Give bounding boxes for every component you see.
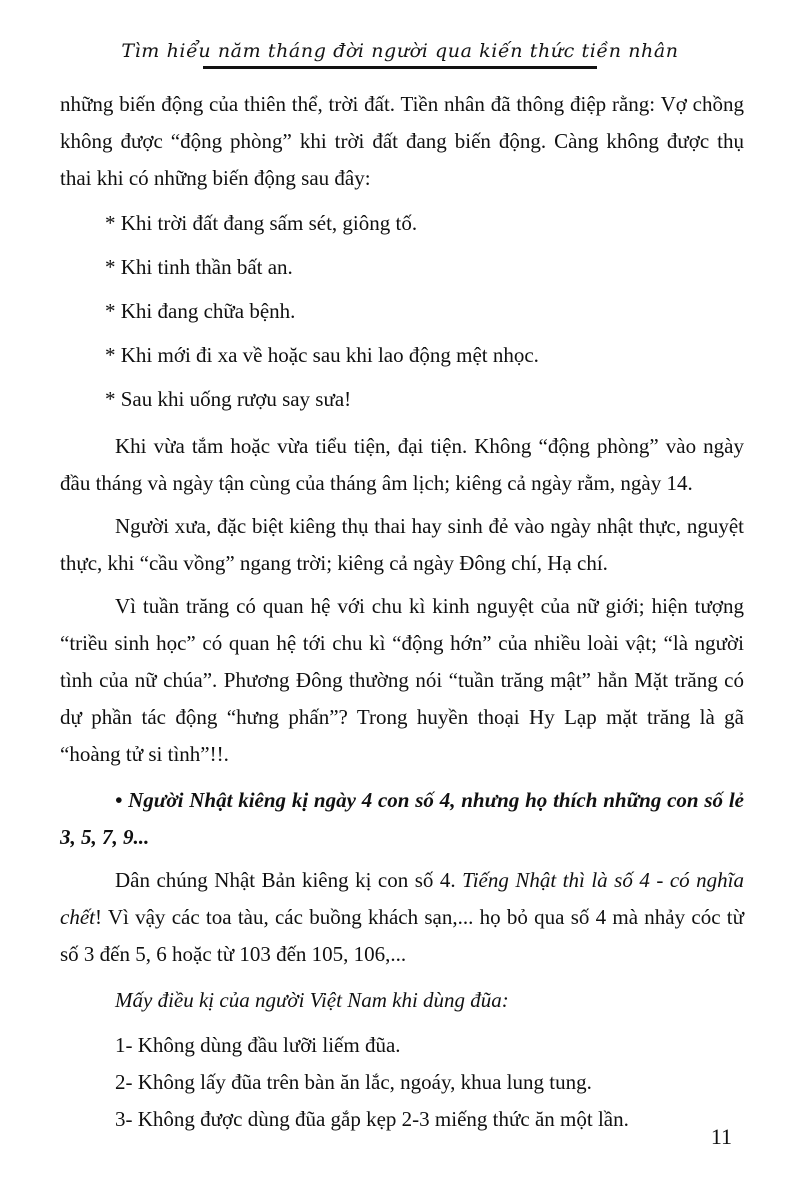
running-header-title: Tìm hiểu năm tháng đời người qua kiến thức tiền nhân [121,40,679,62]
header-rule-divider [203,66,597,69]
paragraph-continuation: những biến động của thiên thể, trời đất. Tiền nhân đã thông điệp rằng: Vợ chồng không được “động phòng” khi trời đất đang biến động. Càng không được thụ thai khi có những biến động sau đây: [60,92,744,190]
list-item: * Khi mới đi xa về hoặc sau khi lao động mệt nhọc. [105,343,539,367]
bold-italic-bullet-paragraph: • Người Nhật kiêng kị ngày 4 con số 4, nhưng họ thích những con số lẻ 3, 5, 7, 9... [60,788,744,849]
running-header [0,0,800,69]
paragraph-text-roman: ! Vì vậy các toa tàu, các buồng khách sạn,... họ bỏ qua số 4 mà nhảy cóc từ số 3 đến 5, 6 hoặc từ 103 đến 105, 106,... [60,905,744,966]
paragraph: Người xưa, đặc biệt kiêng thụ thai hay sinh đẻ vào ngày nhật thực, nguyệt thực, khi “cầu vồng” ngang trời; kiêng cả ngày Đông chí, Hạ chí. [60,514,744,575]
list-item: 3- Không được dùng đũa gắp kẹp 2-3 miếng thức ăn một lần. [115,1107,629,1131]
paragraph: Khi vừa tắm hoặc vừa tiểu tiện, đại tiện. Không “động phòng” vào ngày đầu tháng và ngày tận cùng của tháng âm lịch; kiêng cả ngày rằm, ngày 14. [60,434,744,495]
paragraph-text-italic: Tiếng Nhật thì là số 4 - có nghĩa chết [60,868,744,929]
star-bullet-list [60,205,744,418]
list-item: * Khi đang chữa bệnh. [105,299,296,323]
list-item: 1- Không dùng đầu lưỡi liếm đũa. [115,1033,401,1057]
list-item: * Sau khi uống rượu say sưa! [105,387,352,411]
paragraph-text-roman: Dân chúng Nhật Bản kiêng kị con số 4. [115,868,463,892]
italic-lead-line: Mấy điều kị của người Việt Nam khi dùng đũa: [115,988,509,1012]
paragraph: Vì tuần trăng có quan hệ với chu kì kinh nguyệt của nữ giới; hiện tượng “triều sinh học” có quan hệ tới chu kì “động hớn” của nhiều loài vật; “là người tình của nữ chúa”. Phương Đông thường nói “tuần trăng mật” hẳn Mặt trăng có dự phần tác động “hưng phấn”? Trong huyền thoại Hy Lạp mặt trăng là gã “hoàng tử si tình”!!. [60,594,744,766]
list-item: 2- Không lấy đũa trên bàn ăn lắc, ngoáy, khua lung tung. [115,1070,592,1094]
list-item: * Khi tinh thần bất an. [105,255,293,279]
list-item: * Khi trời đất đang sấm sét, giông tố. [105,211,418,235]
page-number: 11 [710,1124,732,1149]
paragraph-mixed-style [60,862,744,973]
page-body-text [60,86,744,1138]
numbered-list [60,1027,744,1138]
